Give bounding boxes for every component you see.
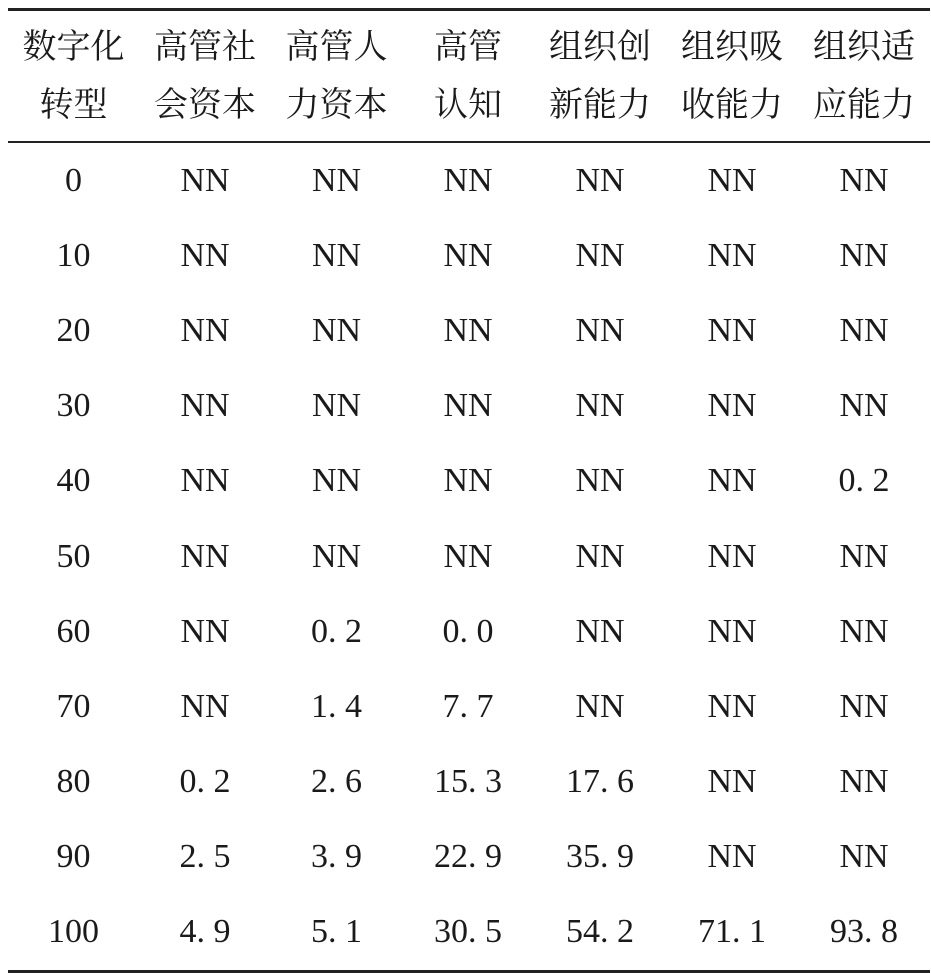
table-cell: NN [839,612,889,650]
table-cell: NN [707,612,757,650]
row-label-cell: 50 [56,537,91,575]
table-cell: NN [839,161,889,199]
table-row [8,820,930,895]
table-cell: NN [707,763,757,801]
table-cell: 22. 9 [434,838,502,876]
column-header-line: 组织适 [813,27,915,67]
column-header [402,11,534,141]
table-row [8,444,930,519]
column-header-line: 数字化 [22,27,125,67]
table-cell: NN [443,462,493,500]
table-cell: NN [839,838,889,876]
table-cell: NN [575,612,625,650]
column-header-line: 应能力 [813,85,915,125]
table-cell: 2. 5 [179,838,231,876]
data-table-body [8,143,930,970]
row-label-cell: 60 [56,612,91,650]
column-header-line: 组织吸 [681,27,783,67]
table-cell: NN [707,311,757,349]
table-cell: NN [180,612,230,650]
table-cell: NN [443,387,493,425]
column-header-line: 组织创 [549,27,651,67]
row-label-cell: 40 [56,462,91,500]
table-cell: 0. 2 [311,612,362,650]
table-cell: NN [707,687,757,725]
table-cell: NN [443,161,493,199]
table-cell: NN [311,161,362,199]
row-label-cell: 100 [48,913,99,951]
column-header [139,11,271,141]
table-cell: NN [839,311,889,349]
table-cell: 71. 1 [698,913,766,951]
table-cell: 54. 2 [566,913,634,951]
table-cell: NN [707,462,757,500]
table-cell: NN [707,236,757,274]
column-header-line: 收能力 [681,85,783,125]
column-header-line: 高管人 [285,27,388,67]
table-cell: NN [575,537,625,575]
column-header-line: 高管社 [154,27,256,67]
table-cell: NN [311,462,362,500]
table-cell: NN [839,387,889,425]
table-row [8,519,930,594]
row-label-cell: 0 [65,161,82,199]
table-cell: 0. 2 [179,763,231,801]
table-cell: 7. 7 [442,687,494,725]
data-table-container [8,8,930,973]
column-header-line: 会资本 [154,85,256,125]
table-cell: NN [839,687,889,725]
column-header-line: 高管 [434,27,502,67]
table-cell: 1. 4 [311,687,362,725]
column-header-line: 力资本 [285,85,388,125]
column-header-line: 认知 [434,85,502,125]
table-cell: NN [839,763,889,801]
table-cell: NN [443,537,493,575]
row-label-cell: 90 [56,838,91,876]
table-cell: NN [443,236,493,274]
table-cell: NN [180,462,230,500]
table-cell: NN [311,311,362,349]
column-header [534,11,666,141]
row-label-cell: 10 [56,236,91,274]
table-cell: NN [575,311,625,349]
table-cell: NN [311,537,362,575]
table-cell: 0. 0 [442,612,494,650]
data-table [8,11,930,141]
table-cell: NN [575,161,625,199]
table-row [8,218,930,293]
table-row [8,594,930,669]
table-cell: NN [180,161,230,199]
table-cell: NN [180,537,230,575]
table-cell: 30. 5 [434,913,502,951]
table-cell: NN [180,387,230,425]
table-cell: NN [575,462,625,500]
table-cell: 15. 3 [434,763,502,801]
table-cell: NN [707,387,757,425]
table-cell: NN [443,311,493,349]
table-cell: 2. 6 [311,763,362,801]
table-cell: NN [575,387,625,425]
column-header [8,11,139,141]
table-cell: NN [311,236,362,274]
table-cell: 5. 1 [311,913,362,951]
row-label-cell: 80 [56,763,91,801]
table-cell: 4. 9 [179,913,231,951]
table-row [8,369,930,444]
column-header [798,11,930,141]
table-cell: 3. 9 [311,838,362,876]
table-cell: NN [707,838,757,876]
table-cell: 17. 6 [566,763,634,801]
table-cell: NN [575,687,625,725]
column-header [666,11,798,141]
column-header-line: 转型 [39,85,108,125]
row-label-cell: 20 [56,311,91,349]
table-body [8,143,930,970]
table-cell: NN [311,387,362,425]
table-cell: NN [575,236,625,274]
table-cell: NN [180,236,230,274]
table-cell: 0. 2 [838,462,890,500]
column-header-line: 新能力 [549,85,651,125]
row-label-cell: 70 [56,687,91,725]
table-row [8,293,930,368]
table-cell: NN [180,311,230,349]
table-cell: NN [707,537,757,575]
table-cell: NN [180,687,230,725]
table-header [8,11,930,141]
table-cell: NN [707,161,757,199]
column-header [271,11,402,141]
row-label-cell: 30 [56,387,91,425]
table-row [8,745,930,820]
table-cell: 93. 8 [830,913,898,951]
table-row [8,143,930,218]
table-cell: 35. 9 [566,838,634,876]
table-row [8,895,930,970]
table-row [8,669,930,744]
table-cell: NN [839,537,889,575]
table-cell: NN [839,236,889,274]
